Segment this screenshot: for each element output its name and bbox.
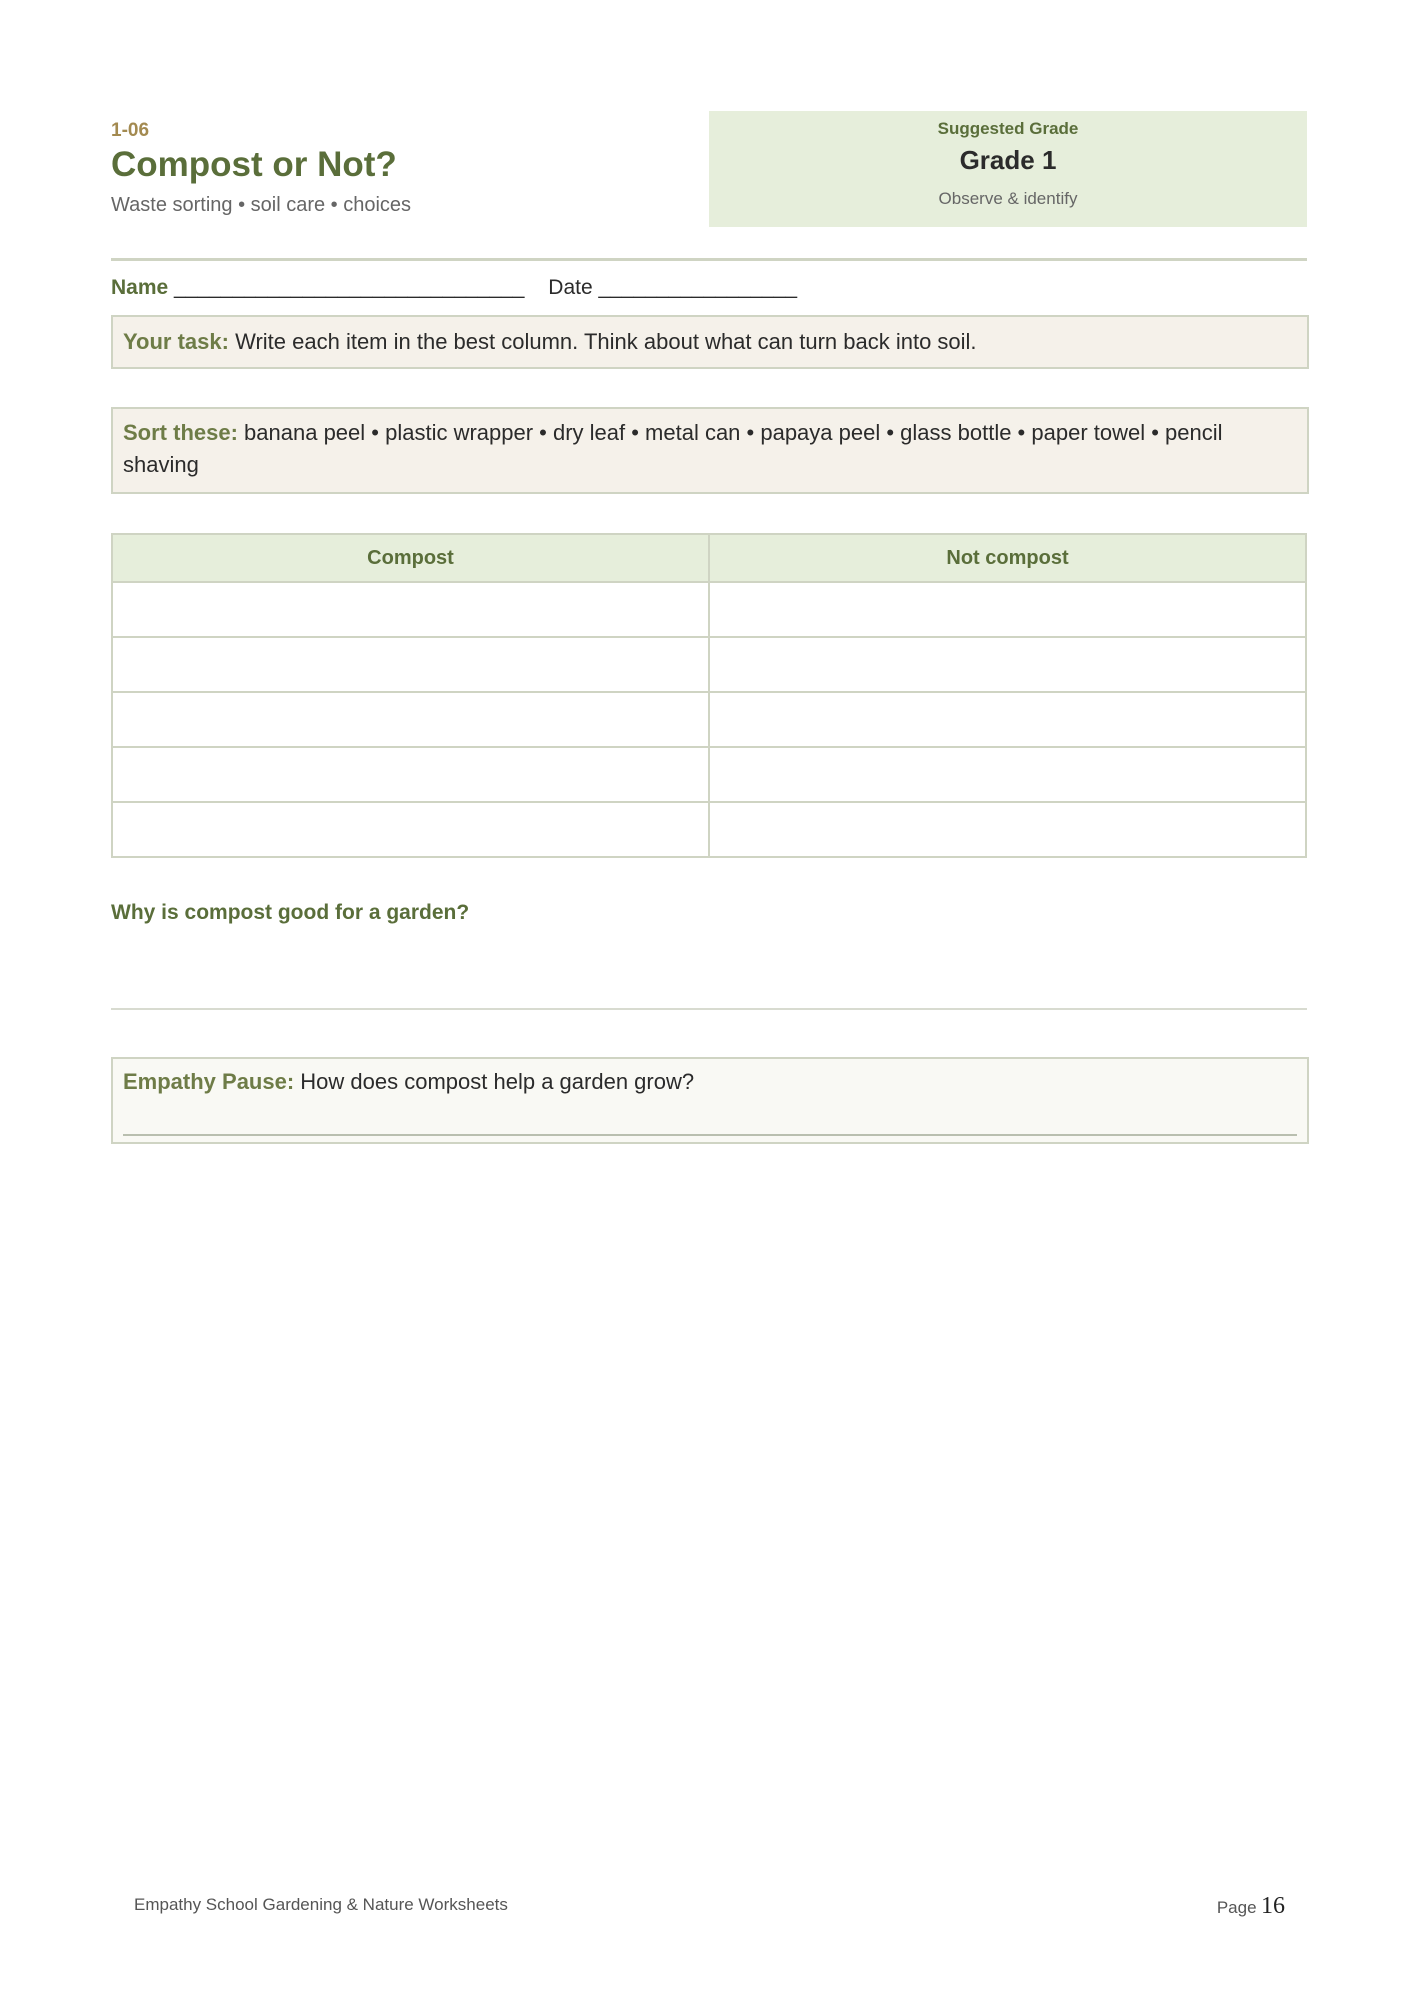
task-text: Write each item in the best column. Think about what can turn back into soil. (235, 329, 977, 354)
not-compost-column-header: Not compost (709, 534, 1306, 582)
sort-label: Sort these: (123, 420, 238, 445)
empathy-label: Empathy Pause: (123, 1069, 295, 1094)
date-field[interactable]: _________________ (598, 276, 798, 299)
task-box (111, 315, 1309, 369)
worksheet-title: Compost or Not? (111, 145, 397, 184)
not-compost-cell[interactable] (709, 637, 1306, 692)
sort-box (111, 407, 1309, 494)
compost-cell[interactable] (112, 802, 709, 857)
answer-line[interactable] (111, 1008, 1307, 1010)
not-compost-cell[interactable] (709, 582, 1306, 637)
name-label: Name (111, 276, 169, 299)
name-date-line (111, 276, 797, 300)
grade-box (709, 111, 1307, 227)
sort-table (111, 533, 1307, 858)
table-row (112, 637, 1306, 692)
table-row (112, 747, 1306, 802)
compost-cell[interactable] (112, 637, 709, 692)
not-compost-cell[interactable] (709, 692, 1306, 747)
not-compost-cell[interactable] (709, 747, 1306, 802)
date-label: Date (548, 276, 593, 299)
empathy-question: How does compost help a garden grow? (300, 1069, 695, 1094)
grade-value: Grade 1 (959, 145, 1057, 175)
sort-items-text: banana peel • plastic wrapper • dry leaf • metal can • papaya peel • glass bottle • paper towel • pencil shaving (123, 420, 1223, 477)
grade-label: Suggested Grade (937, 119, 1079, 138)
table-row (112, 802, 1306, 857)
table-header-row (112, 534, 1306, 582)
question-prompt: Why is compost good for a garden? (111, 901, 470, 924)
page-number-block (1217, 1893, 1285, 1920)
footer-series-title: Empathy School Gardening & Nature Worksheets (134, 1895, 508, 1914)
compost-cell[interactable] (112, 582, 709, 637)
table-row (112, 582, 1306, 637)
empathy-box (111, 1057, 1309, 1144)
page-number: 16 (1261, 1893, 1285, 1919)
page-label: Page (1216, 1898, 1257, 1917)
worksheet-code: 1-06 (111, 120, 150, 141)
task-label: Your task: (123, 329, 229, 354)
header-divider (111, 258, 1307, 261)
empathy-prompt (123, 1069, 694, 1095)
worksheet-subtitle: Waste sorting • soil care • choices (111, 194, 412, 216)
compost-cell[interactable] (112, 692, 709, 747)
not-compost-cell[interactable] (709, 802, 1306, 857)
worksheet-header (111, 111, 1307, 227)
worksheet-page (111, 0, 1307, 2000)
empathy-answer-line[interactable] (123, 1134, 1297, 1136)
compost-column-header: Compost (112, 534, 709, 582)
compost-cell[interactable] (112, 747, 709, 802)
name-field[interactable]: ______________________________ (174, 276, 525, 299)
grade-note: Observe & identify (938, 189, 1078, 208)
table-row (112, 692, 1306, 747)
